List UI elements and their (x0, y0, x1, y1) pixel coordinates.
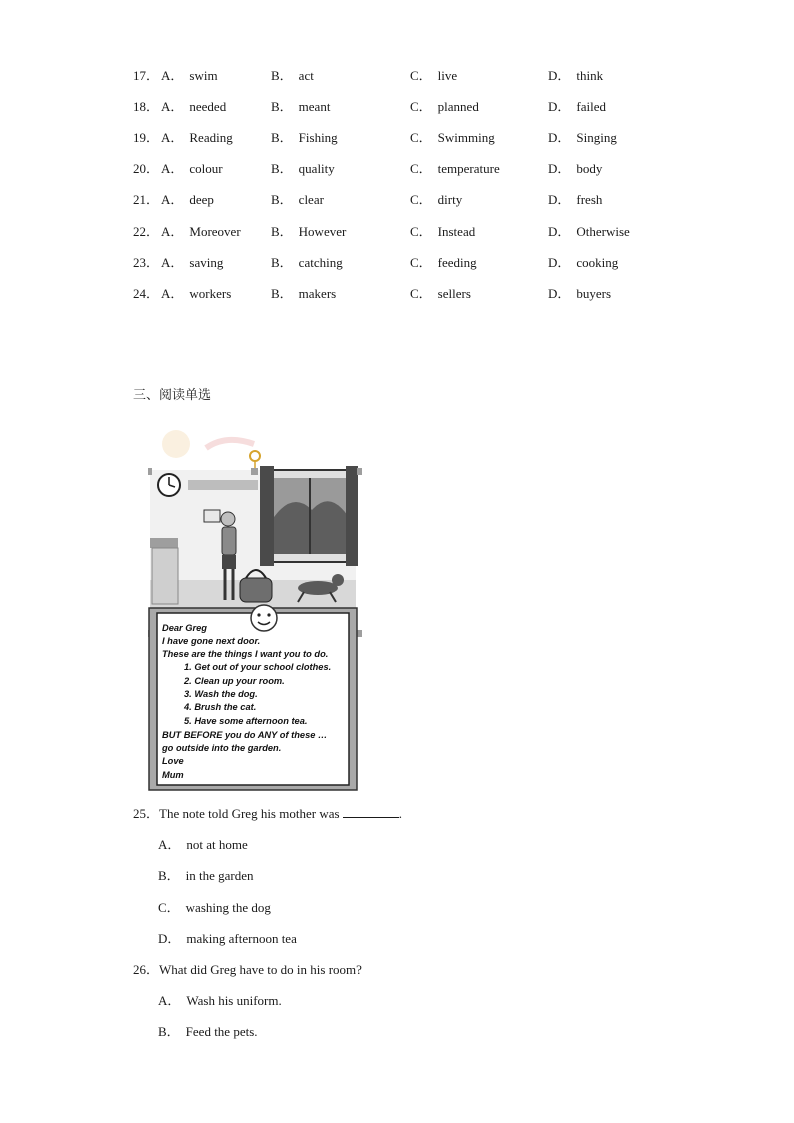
option-b: B． quality (271, 161, 335, 176)
question-25-option-a: A． not at home (158, 837, 248, 852)
note-line: 2. Clean up your room. (184, 676, 285, 686)
option-a: A． saving (161, 255, 224, 270)
option-d: D． fresh (548, 192, 603, 207)
question-number: 20． (133, 161, 160, 176)
question-number: 19． (133, 130, 160, 145)
question-text: What did Greg have to do in his room? (159, 962, 362, 977)
note-line: 1. Get out of your school clothes. (184, 662, 332, 672)
question-26-option-a: A． Wash his uniform. (158, 993, 282, 1008)
option-c: C． Instead (410, 224, 476, 239)
question-number: 18． (133, 99, 160, 114)
option-d: D． buyers (548, 286, 612, 301)
note-line: Mum (162, 770, 184, 780)
reading-illustration[interactable] (148, 430, 358, 792)
option-d: D． failed (548, 99, 606, 114)
option-b: B． act (271, 68, 314, 83)
note-line: 5. Have some afternoon tea. (184, 716, 308, 726)
option-b: B． makers (271, 286, 337, 301)
note-line: I have gone next door. (162, 636, 261, 646)
note-line: 3. Wash the dog. (184, 689, 258, 699)
section-title: 三、阅读单选 (133, 388, 212, 403)
option-c: C． dirty (410, 192, 463, 207)
question-number: 26． (133, 962, 160, 977)
option-c: C． Swimming (410, 130, 495, 145)
option-a: A． Reading (161, 130, 233, 145)
option-a: A． needed (161, 99, 227, 114)
watermark-stamp (162, 430, 254, 458)
option-c: C． feeding (410, 255, 477, 270)
question-number: 25． (133, 806, 160, 821)
note-line: Dear Greg (162, 623, 207, 633)
option-d: D． cooking (548, 255, 619, 270)
option-b: B． However (271, 224, 347, 239)
question-text: The note told Greg his mother was (159, 806, 340, 821)
option-a: A． colour (161, 161, 223, 176)
option-b: B． clear (271, 192, 324, 207)
question-number: 17． (133, 68, 160, 83)
option-a: A． workers (161, 286, 232, 301)
option-a: A． Moreover (161, 224, 241, 239)
question-26-option-b: B． Feed the pets. (158, 1024, 258, 1039)
option-b: B． Fishing (271, 130, 338, 145)
question-25-option-d: D． making afternoon tea (158, 931, 297, 946)
question-26-stem (133, 961, 362, 979)
window (260, 466, 358, 566)
option-a: A． deep (161, 192, 214, 207)
option-b: B． catching (271, 255, 343, 270)
question-number: 23． (133, 255, 160, 270)
option-c: C． sellers (410, 286, 471, 301)
note-line: 4. Brush the cat. (184, 702, 257, 712)
question-25-stem: 25．The note told Greg his mother was . (133, 806, 403, 821)
option-d: D． Otherwise (548, 224, 630, 239)
question-number: 22． (133, 224, 160, 239)
note-line: These are the things I want you to do. (162, 649, 329, 659)
note-line: BUT BEFORE you do ANY of these … (162, 730, 328, 740)
question-number: 24． (133, 286, 160, 301)
smiley-magnet-icon (251, 605, 277, 631)
option-d: D． body (548, 161, 603, 176)
question-25-option-b: B． in the garden (158, 868, 254, 883)
note-line: Love (162, 756, 184, 766)
option-c: C． live (410, 68, 458, 83)
question-25-option-c: C． washing the dog (158, 900, 271, 915)
option-a: A． swim (161, 68, 218, 83)
clock-icon (158, 474, 180, 496)
option-d: D． Singing (548, 130, 617, 145)
answer-blank (343, 805, 399, 818)
option-c: C． planned (410, 99, 479, 114)
option-c: C． temperature (410, 161, 500, 176)
option-b: B． meant (271, 99, 331, 114)
note-line: go outside into the garden. (162, 743, 282, 753)
question-number: 21． (133, 192, 160, 207)
option-d: D． think (548, 68, 604, 83)
